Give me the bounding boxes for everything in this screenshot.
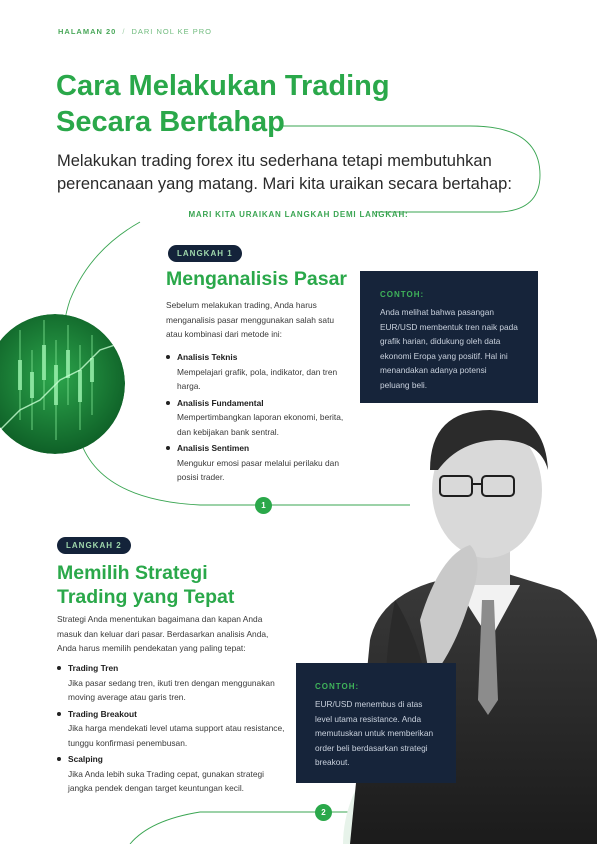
- list-item: [57, 752, 287, 796]
- step-1-example-card: [360, 271, 538, 403]
- step-1-list: [166, 350, 346, 487]
- chart-circle-icon: [0, 314, 130, 454]
- step-2-body: Strategi Anda menentukan bagaimana dan kapan Anda masuk dan keluar dari pasar. Berdasarkan analisis Anda, Anda harus memilih pendekatan yang paling tepat:: [57, 614, 269, 653]
- list-item-title: Trading Tren: [68, 663, 119, 673]
- title-line-1: Cara Melakukan Trading: [56, 70, 390, 102]
- example-text: EUR/USD menembus di atas level utama resistance. Anda memutuskan untuk memberikan order beli berdasarkan strategi breakout.: [315, 699, 434, 767]
- example-text: Anda melihat bahwa pasangan EUR/USD membentuk tren naik pada grafik harian, didukung oleh data ekonomi Eropa yang positif. Hal ini menandakan adanya potensi peluang beli.: [380, 307, 518, 390]
- page-number: HALAMAN 20: [58, 27, 117, 36]
- step-2-badge: LANGKAH 2: [57, 537, 131, 554]
- list-item-desc: Jika Anda lebih suka Trading cepat, gunakan strategi jangka pendek dengan target keuntungan kecil.: [68, 768, 265, 793]
- step-2-heading: [57, 561, 234, 609]
- list-item: [57, 661, 287, 705]
- list-item-desc: Mempertimbangkan laporan ekonomi, berita, dan kebijakan bank sentral.: [177, 412, 344, 437]
- list-item: [166, 350, 346, 394]
- list-item-desc: Jika pasar sedang tren, ikuti tren dengan menggunakan moving average atau garis tren.: [68, 677, 275, 702]
- list-item-title: Analisis Sentimen: [177, 443, 250, 453]
- step-1-number: 1: [255, 497, 272, 514]
- step-1-heading: Menganalisis Pasar: [166, 268, 348, 290]
- intro-paragraph: Melakukan trading forex itu sederhana tetapi membutuhkan perencanaan yang matang. Mari kita uraikan secara bertahap:: [57, 152, 512, 193]
- chapter-name: DARI NOL KE PRO: [131, 27, 213, 36]
- step-1-badge: LANGKAH 1: [168, 245, 242, 262]
- header-separator: /: [122, 27, 126, 36]
- list-item: [57, 707, 287, 751]
- list-item-title: Analisis Teknis: [177, 352, 238, 362]
- list-item-title: Analisis Fundamental: [177, 397, 264, 408]
- title-line-2: Secara Bertahap: [56, 106, 285, 138]
- example-label: CONTOH:: [380, 290, 425, 299]
- list-item-desc: Mempelajari grafik, pola, indikator, dan tren harga.: [177, 366, 338, 391]
- step-1-body: Sebelum melakukan trading, Anda harus menganalisis pasar menggunakan salah satu atau kombinasi dari metode ini:: [166, 300, 335, 339]
- step-2-heading-line-1: Memilih Strategi: [57, 562, 208, 584]
- list-item-title: Trading Breakout: [68, 708, 137, 719]
- step-2-heading-line-2: Trading yang Tepat: [57, 586, 235, 608]
- list-item-title: Scalping: [68, 754, 103, 764]
- example-label: CONTOH:: [315, 682, 360, 691]
- step-2-number: 2: [315, 804, 332, 821]
- list-item-desc: Mengukur emosi pasar melalui perilaku dan posisi trader.: [177, 457, 339, 482]
- page-header: [58, 27, 212, 36]
- steps-label: MARI KITA URAIKAN LANGKAH DEMI LANGKAH:: [188, 210, 409, 219]
- step-2-example-card: [296, 663, 456, 783]
- list-item: [166, 396, 346, 440]
- list-item: [166, 441, 346, 485]
- list-item-desc: Jika harga mendekati level utama support atau resistance, tunggu konfirmasi penembusan.: [68, 723, 285, 748]
- page-title: [56, 68, 416, 140]
- step-2-list: [57, 661, 287, 798]
